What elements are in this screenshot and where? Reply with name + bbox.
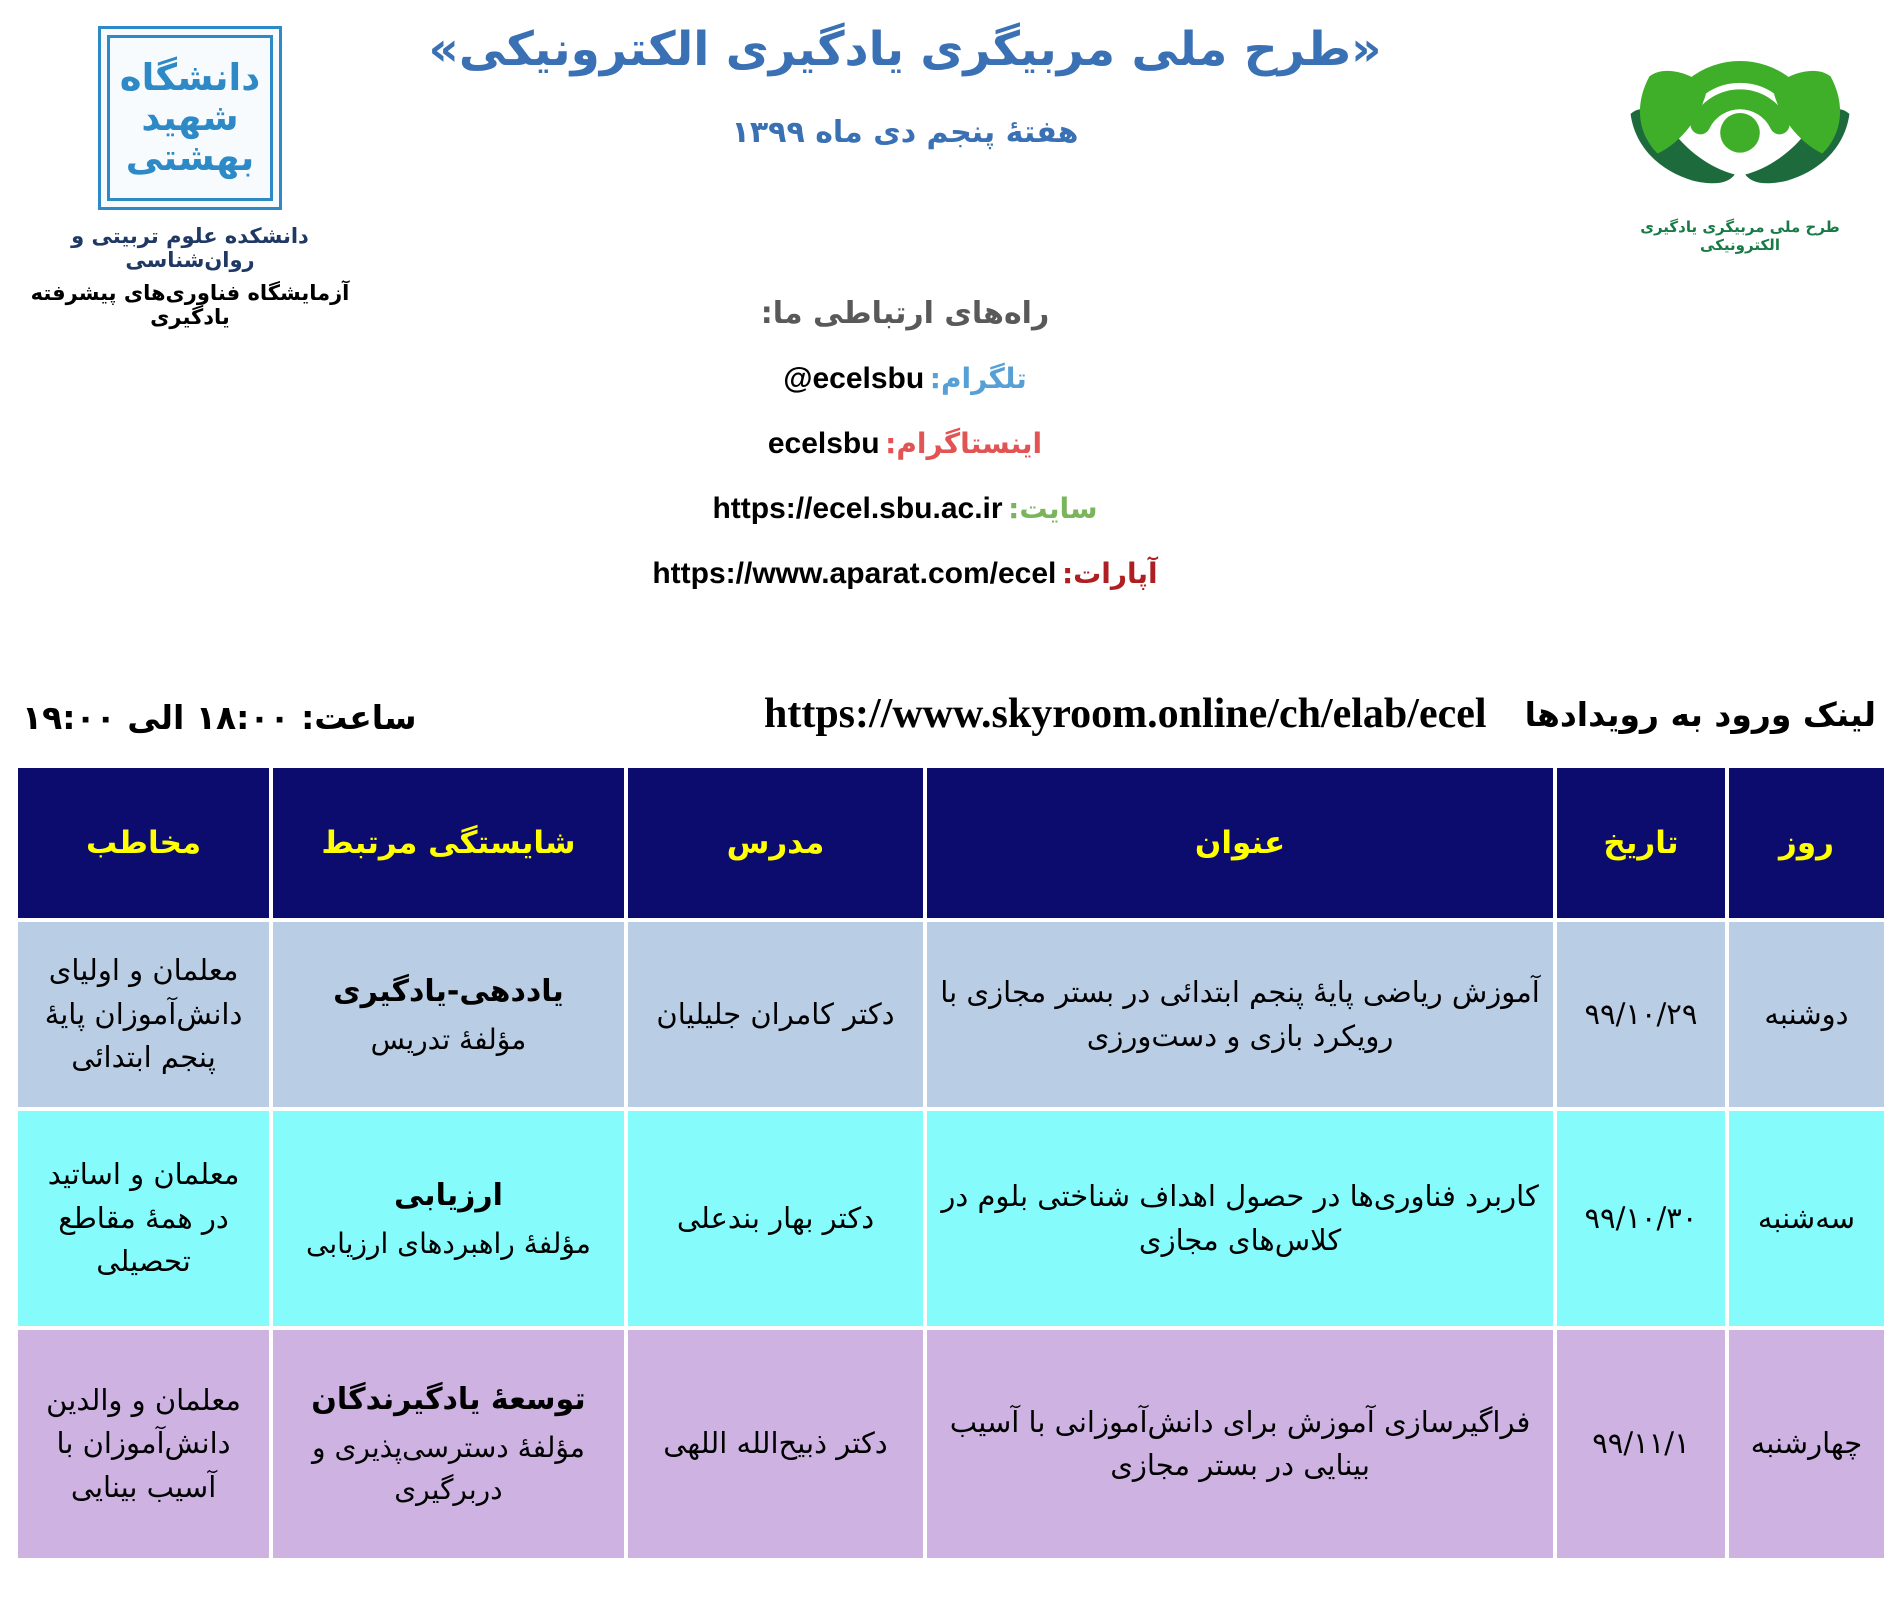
cell-title: آموزش ریاضی پایۀ پنجم ابتدائی در بستر مجازی با رویکرد بازی و دست‌ورزی [940,975,1540,1053]
cell-competency [273,1111,624,1326]
page-subtitle: هفتۀ پنجم دی ماه ۱۳۹۹ [731,115,1079,150]
competency-sub: مؤلفۀ دسترسی‌پذیری و دربرگیری [312,1431,585,1506]
website-label: سایت: [1008,492,1098,525]
contact-website [420,492,1390,526]
telegram-label: تلگرام: [929,362,1027,395]
sbu-university-logo [98,26,282,210]
table-row [18,1111,1884,1326]
competency-main: ارزیابی [393,1177,503,1213]
col-header-day: روز [1729,768,1884,918]
events-link-label: لینک ورود به رویدادها [1524,694,1876,734]
table-row [18,1330,1884,1558]
table-row [18,922,1884,1107]
cell-instructor: دکتر بهار بندعلی [676,1200,875,1235]
cell-audience: معلمان و والدین دانش‌آموزان با آسیب بینایی [46,1382,241,1504]
competency-main: توسعۀ یادگیرندگان [311,1382,586,1417]
website-url[interactable]: https://ecel.sbu.ac.ir [712,492,1003,525]
program-logo-block [1610,14,1870,254]
cell-date: ۹۹/۱۰/۳۰ [1584,1200,1698,1235]
contact-aparat [420,557,1390,591]
faculty-name: دانشکده علوم تربیتی و روان‌شناسی [71,224,309,272]
col-header-instructor: مدرس [628,768,923,918]
cell-day: چهارشنبه [1750,1426,1863,1461]
schedule-table [14,764,1888,1562]
cell-instructor: دکتر کامران جلیلیان [656,996,895,1031]
competency-sub: مؤلفۀ راهبردهای ارزیابی [305,1226,591,1260]
sbu-logo-word-1: دانشگاه [119,56,261,100]
events-link-group [764,690,1876,738]
session-time: ساعت: ۱۸:۰۰ الی ۱۹:۰۰ [22,698,417,737]
hand-left-light-icon [1640,71,1708,154]
aparat-url[interactable]: https://www.aparat.com/ecel [652,557,1057,590]
cell-audience: معلمان و اساتید در همۀ مقاطع تحصیلی [47,1157,240,1279]
sbu-logo-block [30,26,350,329]
cell-competency [273,1330,624,1558]
program-logo-caption: طرح ملی مربیگری یادگیری الکترونیکی [1640,218,1840,254]
page-title: «طرح ملی مربیگری یادگیری الکترونیکی» [428,22,1382,77]
lab-name: آزمایشگاه فناوری‌های پیشرفته یادگیری [30,281,350,329]
sbu-logo-word-2: شهید [141,96,239,140]
cell-date: ۹۹/۱۱/۱ [1592,1426,1690,1461]
cell-date: ۹۹/۱۰/۲۹ [1584,996,1698,1031]
wifi-dot-icon [1720,113,1760,153]
table-header-row [18,768,1884,918]
contact-instagram [420,427,1390,461]
cell-title: فراگیرسازی آموزش برای دانش‌آموزانی با آسیب بینایی در بستر مجازی [949,1404,1531,1482]
col-header-audience: مخاطب [18,768,269,918]
telegram-handle[interactable]: @ecelsbu [783,362,925,395]
competency-main: یاددهی-یادگیری [333,973,564,1009]
events-link-url[interactable]: https://www.skyroom.online/ch/elab/ecel [763,691,1487,737]
col-header-title: عنوان [927,768,1553,918]
sbu-logo-calligraphy [107,35,273,201]
aparat-label: آپارات: [1061,557,1158,590]
cell-competency [273,922,624,1107]
events-bar [20,690,1880,752]
cell-instructor: دکتر ذبیح‌الله اللهی [663,1426,888,1461]
cell-day: سه‌شنبه [1757,1200,1856,1235]
cell-day: دوشنبه [1764,996,1849,1031]
contact-telegram [420,362,1390,396]
contact-block [420,296,1390,591]
col-header-date: تاریخ [1557,768,1725,918]
sbu-logo-word-3: بهشتی [125,135,255,179]
cell-audience: معلمان و اولیای دانش‌آموزان پایۀ پنجم ابتدائی [44,953,243,1075]
instagram-label: اینستاگرام: [885,427,1043,460]
program-logo-icon [1620,14,1860,212]
contact-heading: راه‌های ارتباطی ما: [760,296,1050,331]
title-block [420,22,1390,150]
instagram-handle[interactable]: ecelsbu [767,427,880,460]
competency-sub: مؤلفۀ تدریس [370,1022,527,1056]
cell-title: کاربرد فناوری‌ها در حصول اهداف شناختی بلوم در کلاس‌های مجازی [941,1179,1539,1257]
col-header-competency: شایستگی مرتبط [273,768,624,918]
hand-right-light-icon [1772,71,1840,154]
